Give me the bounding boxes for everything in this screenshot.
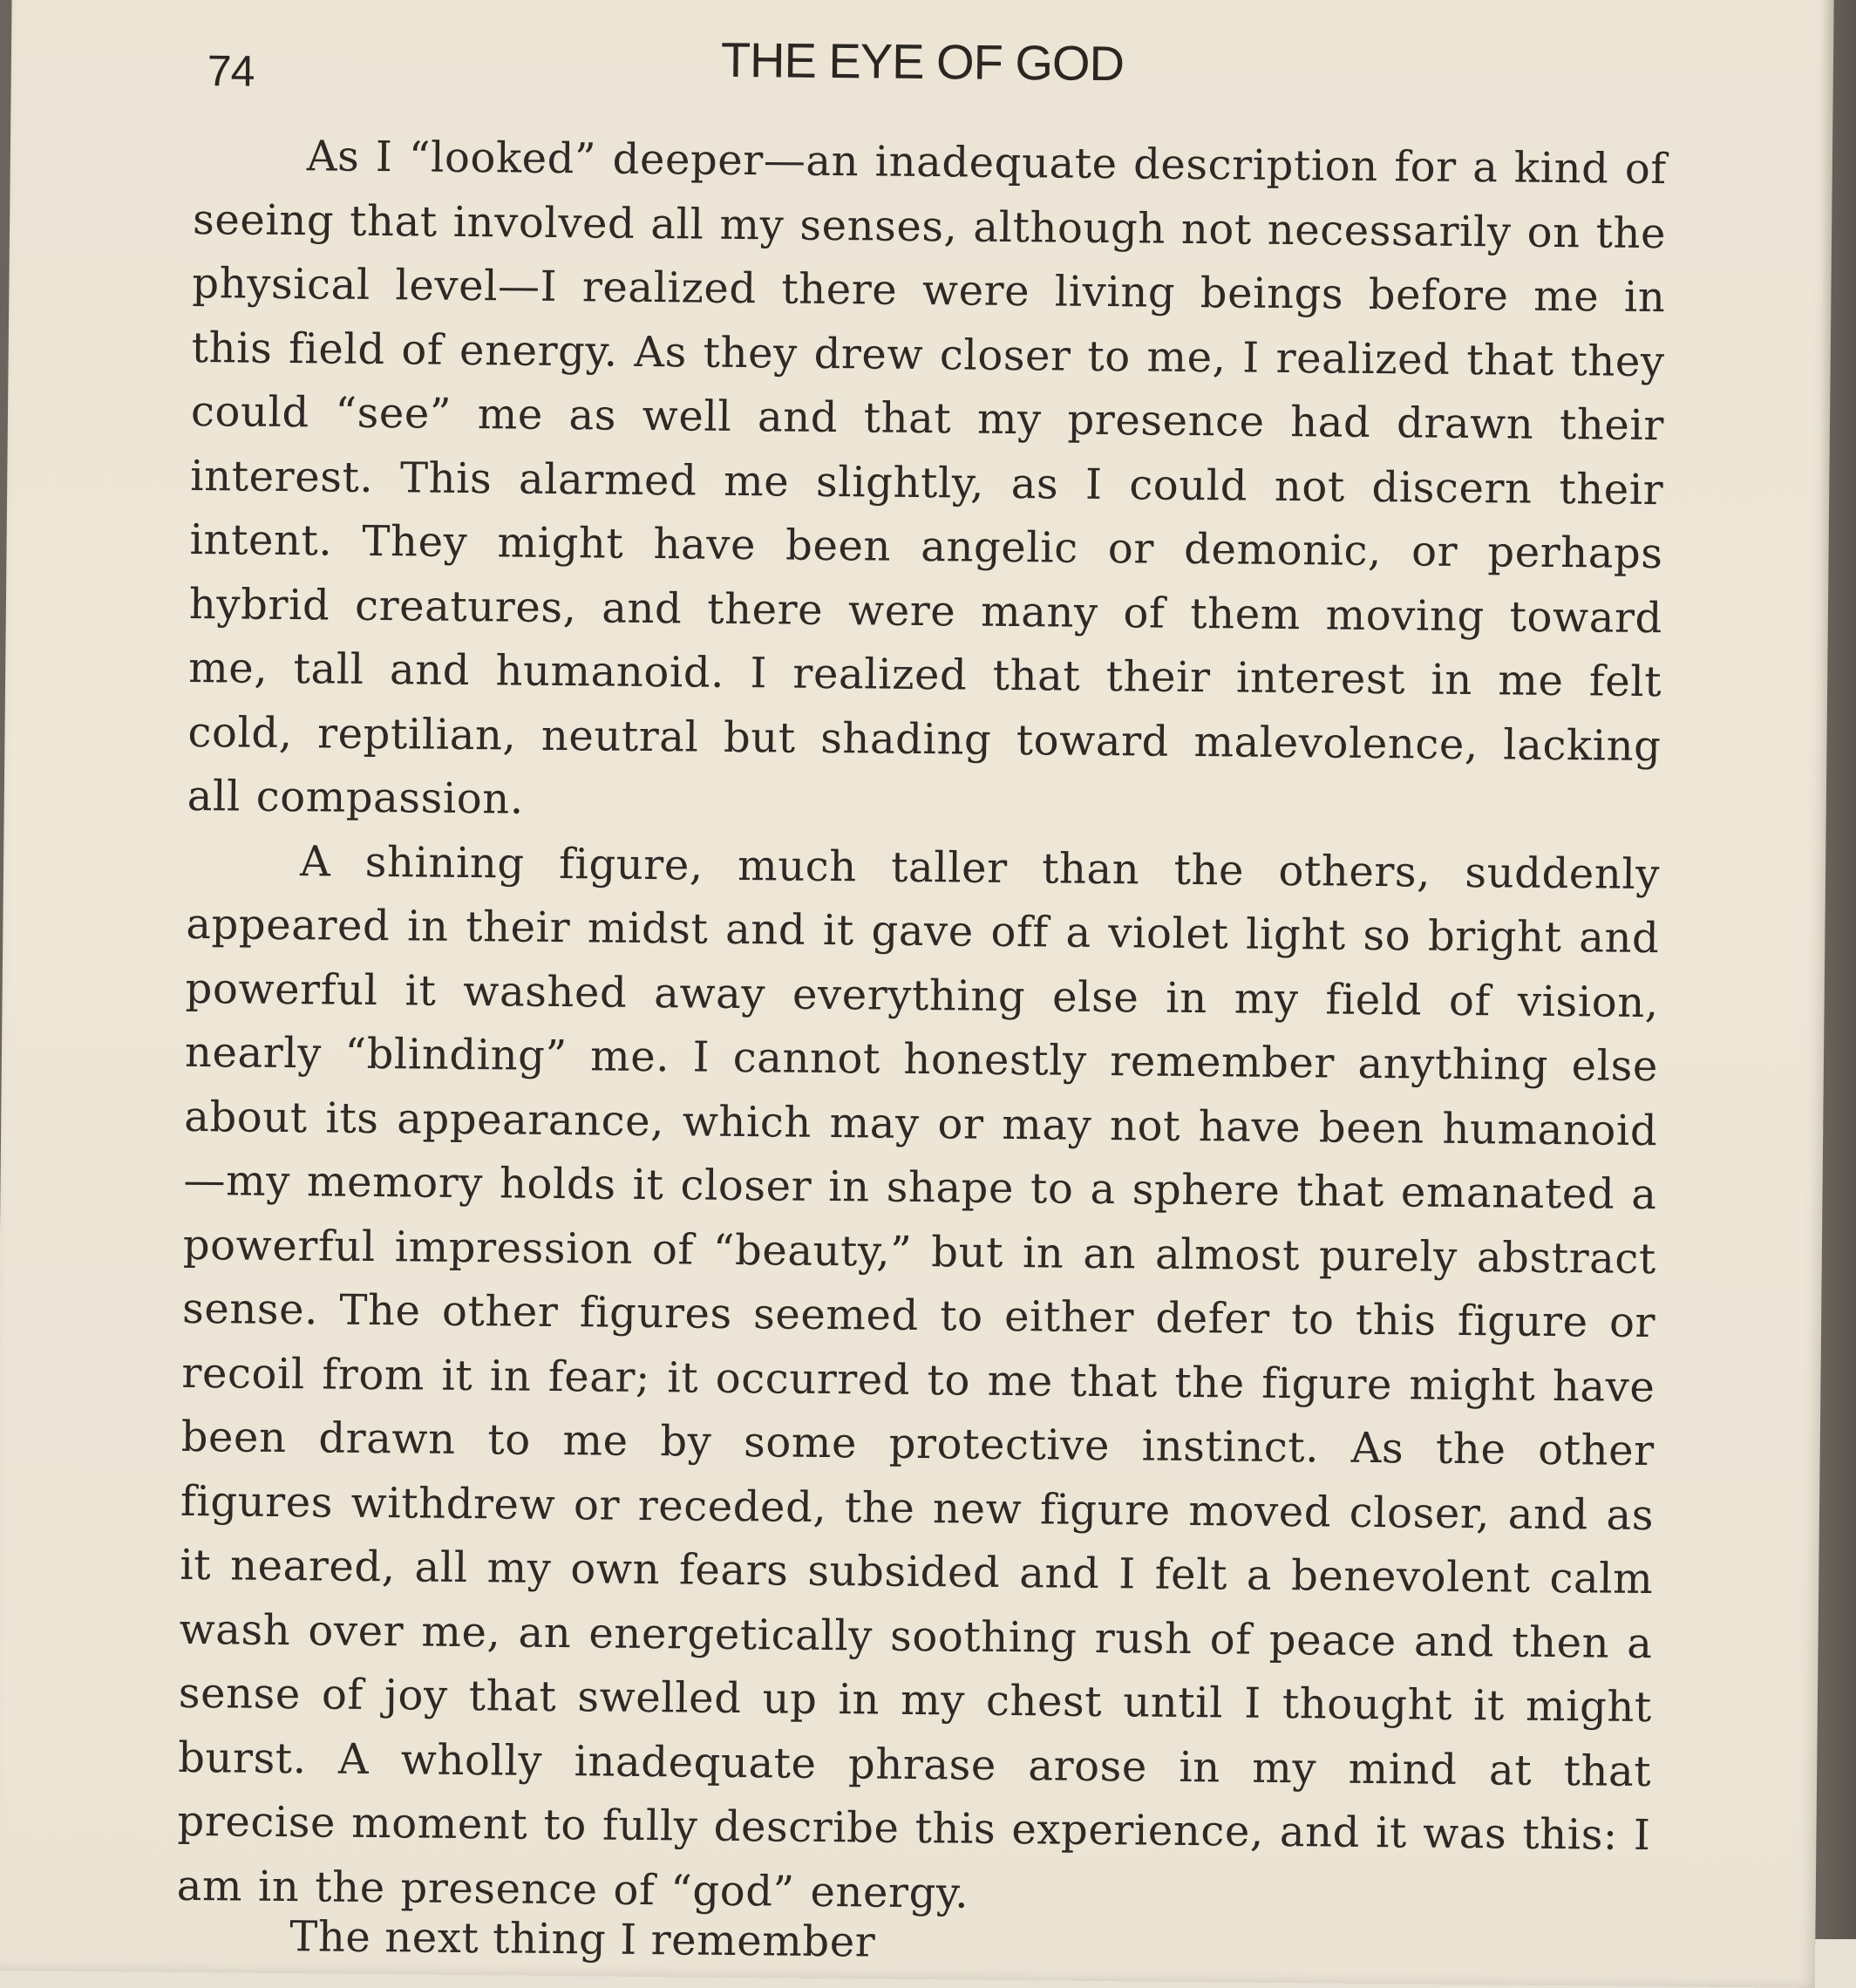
running-title: THE EYE OF GOD — [720, 31, 1125, 92]
paragraph: As I “looked” deeper—an inadequate description for a kind of seeing that involved all my senses, although not necessarily on the physical level—I realized there were living beings before me in this field of energy. As they drew closer to me, I realized that they could “see” me as well and that my presence had drawn their interest. This alarmed me slightly, as I could not discern their intent. They might have been angelic or demonic, or perhaps hybrid creatures, and there were many of them moving toward me, tall and humanoid. I realized that their interest in me felt cold, reptilian, neutral but shading toward malevolence, lacking all compassion. — [187, 132, 1668, 824]
paragraph: A shining figure, much taller than the others, suddenly appeared in their midst and it gave off a violet light so bright and powerful it washed away everything else in my field of vision, nearly “blinding” me. I cannot honestly remember anything else about its appearance, which may or may not have been humanoid—my memory holds it closer in shape to a sphere that emanated a powerful impression of “beauty,” but in an almost purely abstract sense. The other figures seemed to either defer to this figure or recoil from it in fear; it occurred to me that the figure might have been drawn to me by some protective instinct. As the other figures withdrew or receded, the new figure moved closer, and as it neared, all my own fears subsided and I felt a benevolent calm wash over me, an energetically soothing rush of peace and then a sense of joy that swelled up in my chest until I thought it might burst. A wholly inadequate phrase arose in my mind at that precise moment to fully describe this experience, and it was this: I am in the presence of “god” energy. — [176, 836, 1661, 1918]
body-text — [176, 124, 1667, 1932]
cut-off-line: The next thing I remember — [289, 1912, 876, 1967]
page-number: 74 — [207, 46, 255, 96]
